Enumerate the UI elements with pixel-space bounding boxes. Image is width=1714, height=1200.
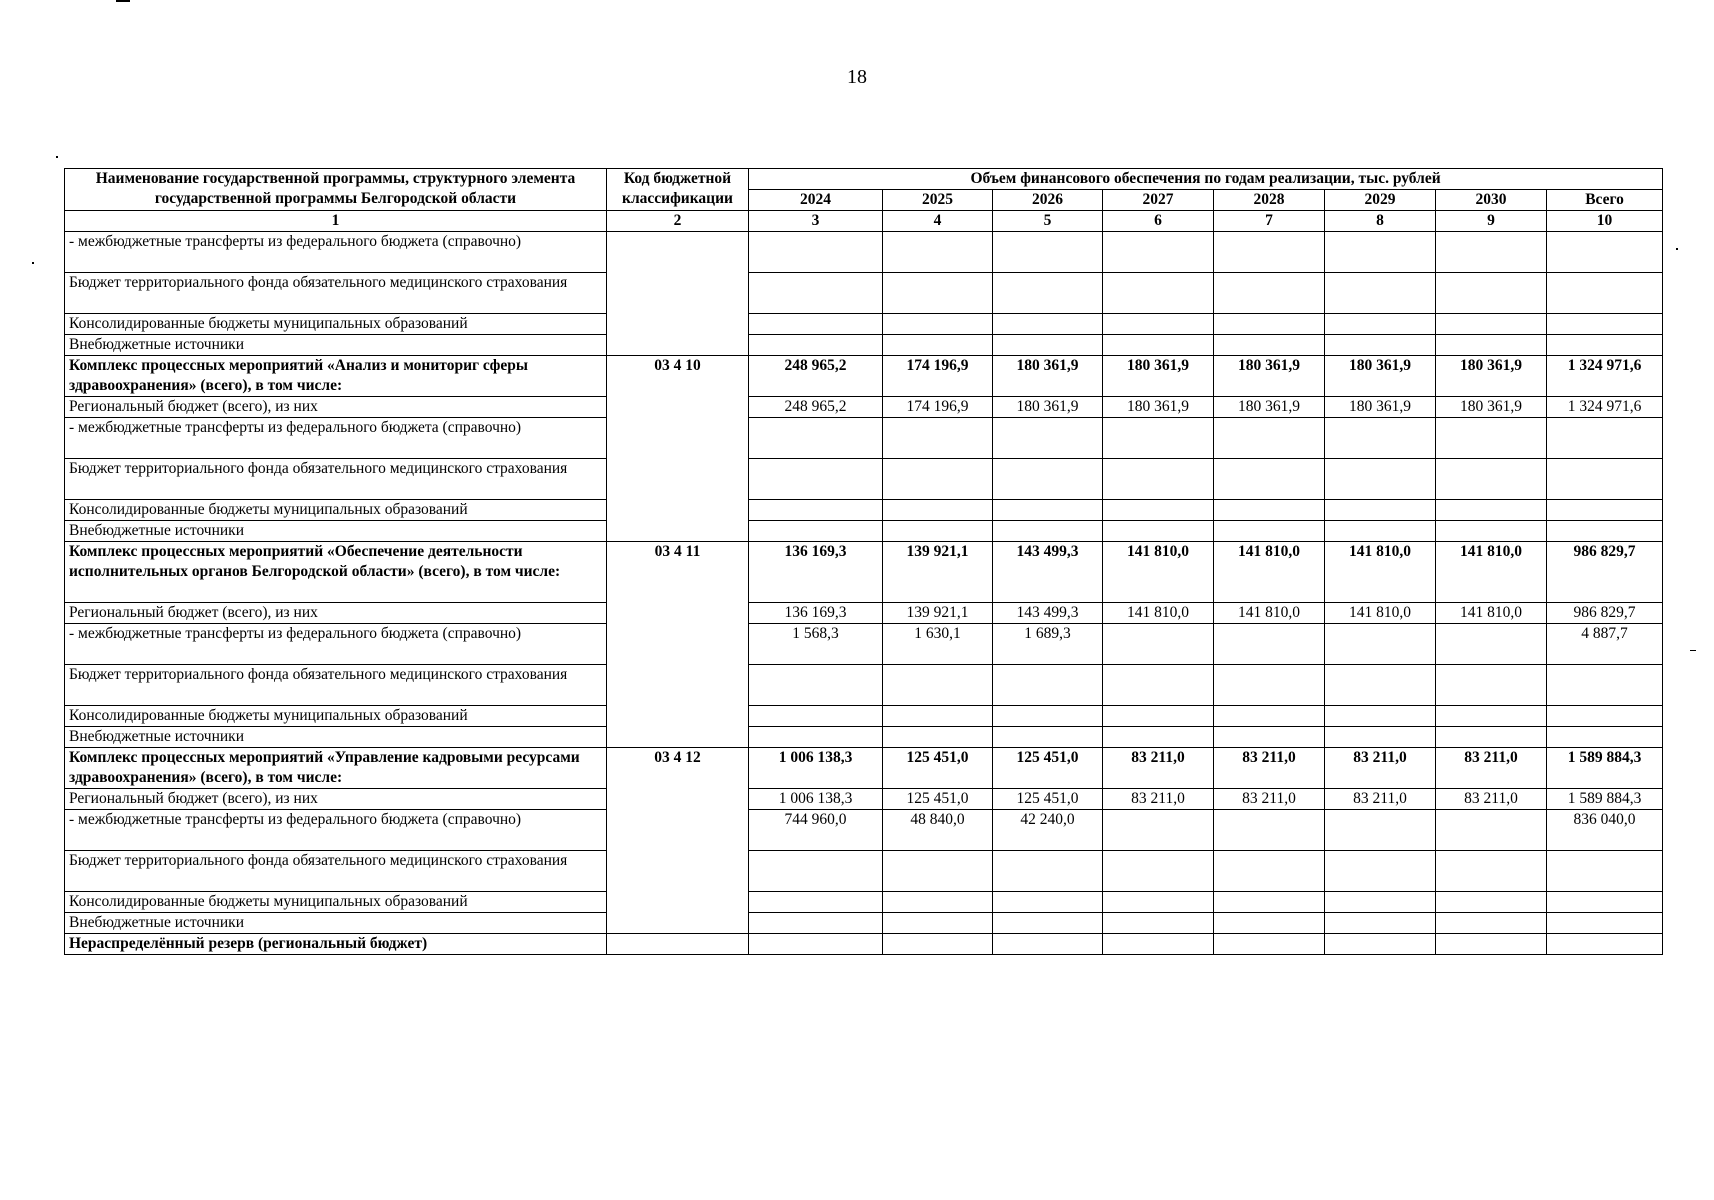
row-name: Внебюджетные источники	[65, 913, 607, 934]
year-value-cell: 248 965,2	[749, 397, 883, 418]
year-value-cell	[1436, 624, 1547, 665]
year-value-cell	[883, 335, 993, 356]
year-value-cell: 180 361,9	[993, 397, 1103, 418]
year-value-cell	[1214, 335, 1325, 356]
table-row	[65, 314, 1663, 335]
year-value-cell	[1436, 706, 1547, 727]
table-row	[65, 335, 1663, 356]
year-value-cell	[1214, 892, 1325, 913]
table-row	[65, 500, 1663, 521]
row-name: Внебюджетные источники	[65, 335, 607, 356]
table-row	[65, 356, 1663, 397]
year-value-cell	[1436, 892, 1547, 913]
year-value-cell: 141 810,0	[1436, 603, 1547, 624]
year-value-cell: 83 211,0	[1436, 748, 1547, 789]
year-value-cell	[1214, 232, 1325, 273]
year-value-cell	[1436, 665, 1547, 706]
year-value-cell: 143 499,3	[993, 542, 1103, 603]
year-value-cell: 180 361,9	[1325, 356, 1436, 397]
total-value-cell	[1547, 500, 1663, 521]
year-value-cell	[1214, 418, 1325, 459]
year-value-cell: 42 240,0	[993, 810, 1103, 851]
column-number: 10	[1547, 211, 1663, 232]
total-value-cell	[1547, 232, 1663, 273]
row-name: Региональный бюджет (всего), из них	[65, 603, 607, 624]
year-value-cell	[1214, 521, 1325, 542]
year-value-cell	[993, 913, 1103, 934]
year-value-cell	[1325, 706, 1436, 727]
total-value-cell: 1 589 884,3	[1547, 748, 1663, 789]
year-value-cell	[1325, 810, 1436, 851]
year-value-cell	[1325, 892, 1436, 913]
budget-code-cell: 03 4 10	[607, 356, 749, 542]
year-value-cell	[1103, 624, 1214, 665]
total-value-cell	[1547, 727, 1663, 748]
year-value-cell: 83 211,0	[1214, 748, 1325, 789]
year-value-cell	[1103, 521, 1214, 542]
year-value-cell: 136 169,3	[749, 542, 883, 603]
total-value-cell: 4 887,7	[1547, 624, 1663, 665]
header-total: Всего	[1547, 190, 1663, 211]
year-value-cell: 141 810,0	[1436, 542, 1547, 603]
year-value-cell	[1436, 500, 1547, 521]
row-name: Консолидированные бюджеты муниципальных образований	[65, 706, 607, 727]
year-value-cell: 83 211,0	[1325, 748, 1436, 789]
total-value-cell: 1 324 971,6	[1547, 397, 1663, 418]
table-row	[65, 232, 1663, 273]
year-value-cell	[1436, 851, 1547, 892]
header-name-column: Наименование государственной программы, структурного элемента государственной программы Белгородской области	[65, 169, 607, 211]
year-value-cell	[1214, 314, 1325, 335]
year-value-cell	[993, 727, 1103, 748]
year-value-cell	[1103, 418, 1214, 459]
budget-code-cell: 03 4 11	[607, 542, 749, 748]
scan-dot	[1690, 650, 1696, 651]
column-number: 4	[883, 211, 993, 232]
year-value-cell	[1103, 273, 1214, 314]
year-value-cell	[1325, 934, 1436, 955]
year-value-cell: 248 965,2	[749, 356, 883, 397]
year-value-cell: 125 451,0	[993, 789, 1103, 810]
year-value-cell	[1436, 232, 1547, 273]
year-value-cell	[1325, 624, 1436, 665]
year-value-cell: 136 169,3	[749, 603, 883, 624]
budget-code-cell: 03 4 12	[607, 748, 749, 934]
year-value-cell: 744 960,0	[749, 810, 883, 851]
table-row	[65, 273, 1663, 314]
total-value-cell: 836 040,0	[1547, 810, 1663, 851]
year-value-cell	[749, 934, 883, 955]
row-name: Комплекс процессных мероприятий «Анализ и мониториг сферы здравоохранения» (всего), в том числе:	[65, 356, 607, 397]
year-value-cell	[749, 851, 883, 892]
year-value-cell	[1103, 665, 1214, 706]
year-value-cell	[1103, 934, 1214, 955]
year-value-cell	[1325, 851, 1436, 892]
budget-table	[64, 168, 1663, 955]
year-value-cell	[993, 232, 1103, 273]
header-year: 2026	[993, 190, 1103, 211]
year-value-cell: 139 921,1	[883, 603, 993, 624]
year-value-cell	[1103, 232, 1214, 273]
year-value-cell	[993, 706, 1103, 727]
year-value-cell	[883, 232, 993, 273]
year-value-cell: 180 361,9	[1103, 356, 1214, 397]
year-value-cell	[883, 706, 993, 727]
year-value-cell	[1214, 273, 1325, 314]
year-value-cell	[1436, 418, 1547, 459]
header-year: 2027	[1103, 190, 1214, 211]
year-value-cell	[1103, 727, 1214, 748]
total-value-cell	[1547, 418, 1663, 459]
year-value-cell	[749, 500, 883, 521]
year-value-cell	[1325, 913, 1436, 934]
year-value-cell	[1436, 314, 1547, 335]
year-value-cell	[993, 500, 1103, 521]
year-value-cell: 180 361,9	[1325, 397, 1436, 418]
year-value-cell: 180 361,9	[1214, 356, 1325, 397]
total-value-cell	[1547, 913, 1663, 934]
year-value-cell	[1325, 273, 1436, 314]
table-row	[65, 851, 1663, 892]
year-value-cell	[1103, 892, 1214, 913]
year-value-cell: 83 211,0	[1325, 789, 1436, 810]
scan-dot	[32, 262, 34, 264]
year-value-cell	[1214, 810, 1325, 851]
year-value-cell	[1103, 913, 1214, 934]
year-value-cell	[1325, 232, 1436, 273]
year-value-cell: 83 211,0	[1103, 789, 1214, 810]
year-value-cell	[993, 851, 1103, 892]
scan-dot	[56, 156, 58, 158]
year-value-cell	[993, 665, 1103, 706]
row-name: Внебюджетные источники	[65, 521, 607, 542]
year-value-cell	[883, 314, 993, 335]
year-value-cell	[993, 418, 1103, 459]
column-number: 2	[607, 211, 749, 232]
column-number: 3	[749, 211, 883, 232]
year-value-cell: 141 810,0	[1325, 603, 1436, 624]
year-value-cell	[1214, 727, 1325, 748]
table-row	[65, 789, 1663, 810]
year-value-cell	[749, 314, 883, 335]
year-value-cell: 141 810,0	[1103, 542, 1214, 603]
row-name: - межбюджетные трансферты из федерального бюджета (справочно)	[65, 418, 607, 459]
year-value-cell	[749, 418, 883, 459]
table-row	[65, 706, 1663, 727]
year-value-cell	[1325, 314, 1436, 335]
year-value-cell	[1436, 521, 1547, 542]
total-value-cell	[1547, 851, 1663, 892]
year-value-cell	[1103, 335, 1214, 356]
column-number: 9	[1436, 211, 1547, 232]
year-value-cell	[1214, 913, 1325, 934]
year-value-cell	[1436, 273, 1547, 314]
total-value-cell	[1547, 459, 1663, 500]
row-name: Комплекс процессных мероприятий «Обеспечение деятельности исполнительных органов Белгородской области» (всего), в том числе:	[65, 542, 607, 603]
year-value-cell	[883, 273, 993, 314]
column-number: 1	[65, 211, 607, 232]
year-value-cell: 1 689,3	[993, 624, 1103, 665]
year-value-cell	[749, 521, 883, 542]
year-value-cell	[883, 934, 993, 955]
total-value-cell	[1547, 273, 1663, 314]
year-value-cell: 83 211,0	[1103, 748, 1214, 789]
row-name: Нераспределённый резерв (региональный бюджет)	[65, 934, 607, 955]
total-value-cell: 986 829,7	[1547, 542, 1663, 603]
table-row	[65, 810, 1663, 851]
total-value-cell	[1547, 934, 1663, 955]
year-value-cell	[749, 706, 883, 727]
year-value-cell: 1 006 138,3	[749, 748, 883, 789]
row-name: - межбюджетные трансферты из федерального бюджета (справочно)	[65, 624, 607, 665]
header-year: 2024	[749, 190, 883, 211]
year-value-cell: 125 451,0	[993, 748, 1103, 789]
year-value-cell	[883, 727, 993, 748]
row-name: Бюджет территориального фонда обязательного медицинского страхования	[65, 459, 607, 500]
year-value-cell	[883, 418, 993, 459]
year-value-cell	[993, 934, 1103, 955]
year-value-cell: 1 006 138,3	[749, 789, 883, 810]
scan-mark	[116, 0, 130, 2]
table-row	[65, 913, 1663, 934]
year-value-cell	[1103, 706, 1214, 727]
row-name: Консолидированные бюджеты муниципальных образований	[65, 314, 607, 335]
year-value-cell: 83 211,0	[1436, 789, 1547, 810]
year-value-cell	[1325, 335, 1436, 356]
year-value-cell: 125 451,0	[883, 789, 993, 810]
year-value-cell	[1103, 810, 1214, 851]
year-value-cell	[1214, 934, 1325, 955]
total-value-cell	[1547, 335, 1663, 356]
year-value-cell: 141 810,0	[1214, 603, 1325, 624]
year-value-cell: 180 361,9	[1103, 397, 1214, 418]
year-value-cell	[1436, 335, 1547, 356]
year-value-cell	[993, 314, 1103, 335]
year-value-cell: 141 810,0	[1325, 542, 1436, 603]
year-value-cell	[993, 521, 1103, 542]
total-value-cell	[1547, 892, 1663, 913]
header-year: 2030	[1436, 190, 1547, 211]
total-value-cell	[1547, 706, 1663, 727]
year-value-cell: 180 361,9	[1214, 397, 1325, 418]
table-row	[65, 727, 1663, 748]
year-value-cell	[1325, 665, 1436, 706]
row-name: Региональный бюджет (всего), из них	[65, 397, 607, 418]
year-value-cell	[1103, 500, 1214, 521]
year-value-cell	[1436, 913, 1547, 934]
header-volume-group: Объем финансового обеспечения по годам реализации, тыс. рублей	[749, 169, 1663, 190]
year-value-cell	[1214, 851, 1325, 892]
year-value-cell	[1214, 500, 1325, 521]
year-value-cell: 1 630,1	[883, 624, 993, 665]
year-value-cell	[1436, 727, 1547, 748]
year-value-cell	[883, 521, 993, 542]
row-name: Бюджет территориального фонда обязательного медицинского страхования	[65, 665, 607, 706]
year-value-cell	[749, 913, 883, 934]
year-value-cell	[1436, 934, 1547, 955]
table-row	[65, 665, 1663, 706]
year-value-cell	[749, 459, 883, 500]
year-value-cell	[1325, 727, 1436, 748]
row-name: Региональный бюджет (всего), из них	[65, 789, 607, 810]
page-number: 18	[847, 66, 867, 88]
year-value-cell	[1325, 500, 1436, 521]
header-year: 2029	[1325, 190, 1436, 211]
year-value-cell	[749, 273, 883, 314]
total-value-cell: 1 324 971,6	[1547, 356, 1663, 397]
year-value-cell	[993, 892, 1103, 913]
year-value-cell	[749, 232, 883, 273]
year-value-cell: 141 810,0	[1103, 603, 1214, 624]
table-row	[65, 418, 1663, 459]
year-value-cell: 141 810,0	[1214, 542, 1325, 603]
year-value-cell: 180 361,9	[1436, 397, 1547, 418]
year-value-cell	[1103, 314, 1214, 335]
year-value-cell: 125 451,0	[883, 748, 993, 789]
table-row	[65, 934, 1663, 955]
row-name: Бюджет территориального фонда обязательного медицинского страхования	[65, 851, 607, 892]
year-value-cell: 174 196,9	[883, 356, 993, 397]
header-year: 2025	[883, 190, 993, 211]
table-row	[65, 603, 1663, 624]
year-value-cell: 139 921,1	[883, 542, 993, 603]
year-value-cell	[749, 665, 883, 706]
year-value-cell	[1214, 624, 1325, 665]
scan-dot	[1676, 248, 1678, 250]
table-row	[65, 892, 1663, 913]
year-value-cell: 83 211,0	[1214, 789, 1325, 810]
total-value-cell: 986 829,7	[1547, 603, 1663, 624]
year-value-cell	[883, 500, 993, 521]
year-value-cell	[1103, 851, 1214, 892]
table-row	[65, 624, 1663, 665]
budget-code-cell	[607, 232, 749, 356]
year-value-cell	[993, 273, 1103, 314]
year-value-cell	[1214, 665, 1325, 706]
year-value-cell	[883, 459, 993, 500]
year-value-cell	[749, 335, 883, 356]
year-value-cell	[993, 335, 1103, 356]
year-value-cell	[883, 665, 993, 706]
column-number: 5	[993, 211, 1103, 232]
year-value-cell	[1436, 810, 1547, 851]
column-number: 7	[1214, 211, 1325, 232]
year-value-cell	[1103, 459, 1214, 500]
row-name: Внебюджетные источники	[65, 727, 607, 748]
total-value-cell	[1547, 521, 1663, 542]
year-value-cell	[993, 459, 1103, 500]
row-name: Комплекс процессных мероприятий «Управление кадровыми ресурсами здравоохранения» (всего), в том числе:	[65, 748, 607, 789]
total-value-cell	[1547, 665, 1663, 706]
row-name: Консолидированные бюджеты муниципальных образований	[65, 892, 607, 913]
year-value-cell	[1325, 459, 1436, 500]
column-number: 8	[1325, 211, 1436, 232]
header-year: 2028	[1214, 190, 1325, 211]
row-name: Бюджет территориального фонда обязательного медицинского страхования	[65, 273, 607, 314]
table-row	[65, 748, 1663, 789]
total-value-cell	[1547, 314, 1663, 335]
budget-code-cell	[607, 934, 749, 955]
year-value-cell	[1436, 459, 1547, 500]
row-name: - межбюджетные трансферты из федерального бюджета (справочно)	[65, 810, 607, 851]
year-value-cell	[883, 892, 993, 913]
year-value-cell: 180 361,9	[1436, 356, 1547, 397]
year-value-cell	[1325, 521, 1436, 542]
year-value-cell	[1214, 706, 1325, 727]
year-value-cell: 48 840,0	[883, 810, 993, 851]
table-row	[65, 397, 1663, 418]
year-value-cell	[1214, 459, 1325, 500]
year-value-cell: 143 499,3	[993, 603, 1103, 624]
table-row	[65, 521, 1663, 542]
row-name: Консолидированные бюджеты муниципальных образований	[65, 500, 607, 521]
year-value-cell: 1 568,3	[749, 624, 883, 665]
total-value-cell: 1 589 884,3	[1547, 789, 1663, 810]
year-value-cell	[883, 913, 993, 934]
header-code-column: Код бюджетной классификации	[607, 169, 749, 211]
year-value-cell	[749, 892, 883, 913]
column-number: 6	[1103, 211, 1214, 232]
row-name: - межбюджетные трансферты из федерального бюджета (справочно)	[65, 232, 607, 273]
table-row	[65, 459, 1663, 500]
year-value-cell: 180 361,9	[993, 356, 1103, 397]
year-value-cell: 174 196,9	[883, 397, 993, 418]
year-value-cell	[749, 727, 883, 748]
table-row	[65, 542, 1663, 603]
year-value-cell	[1325, 418, 1436, 459]
year-value-cell	[883, 851, 993, 892]
